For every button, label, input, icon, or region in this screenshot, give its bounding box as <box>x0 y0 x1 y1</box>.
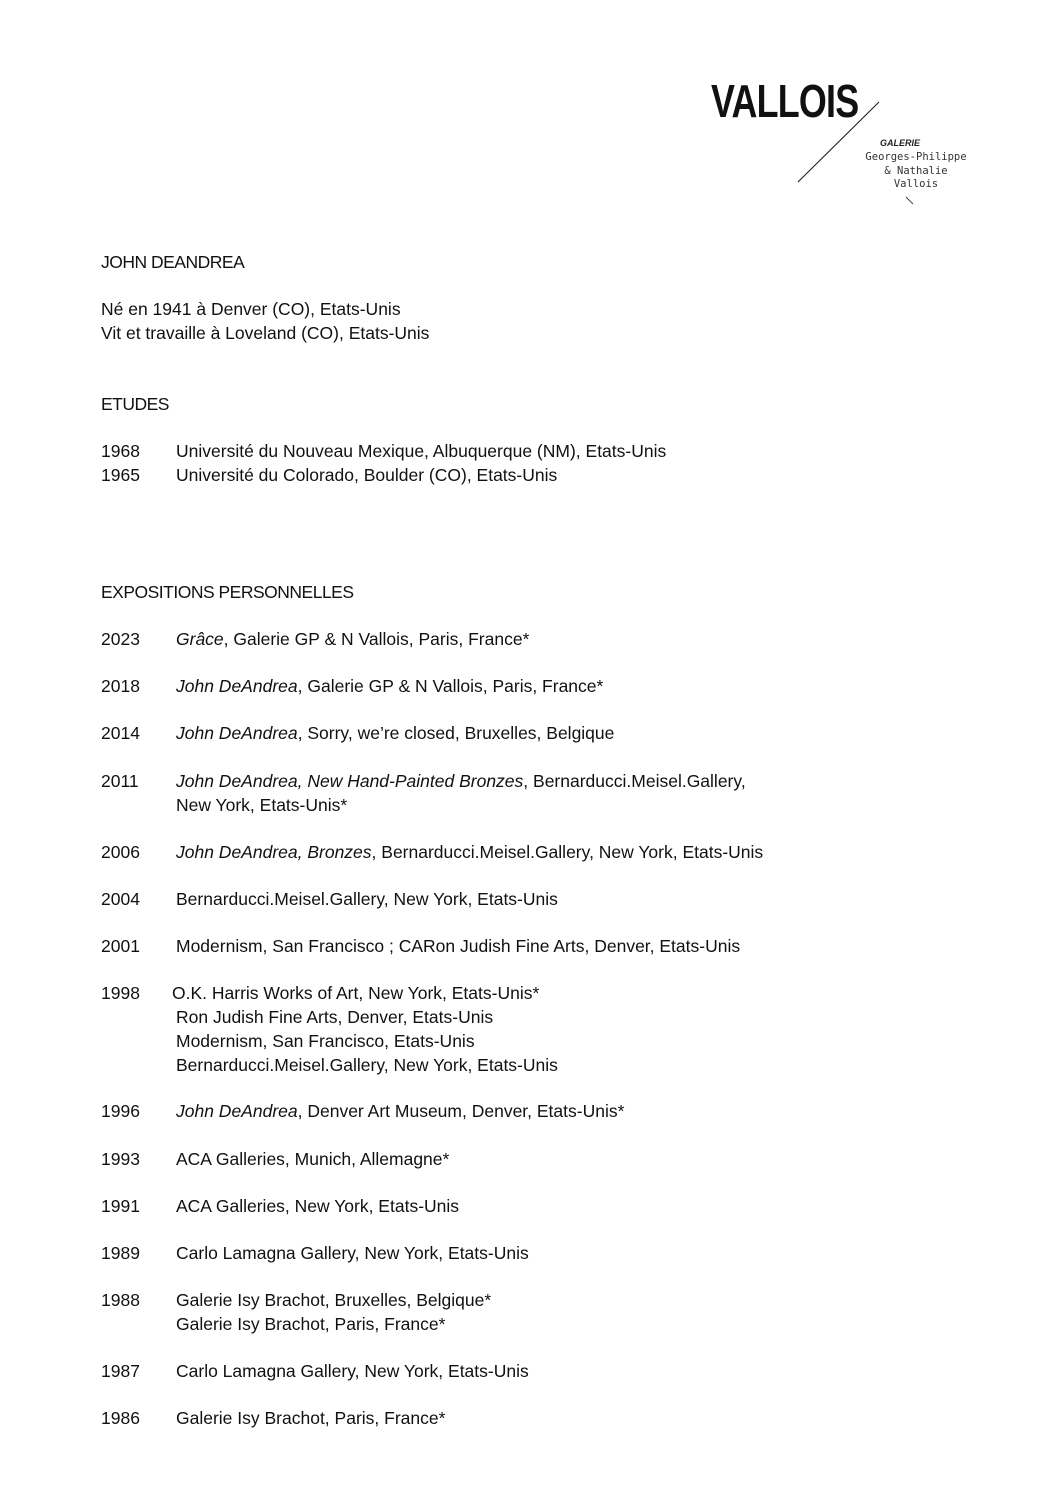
exhibition-entry: Bernarducci.Meisel.Gallery, New York, Etats-Unis <box>176 889 558 909</box>
logo-name-line: Georges-Philippe <box>865 151 967 163</box>
study-text: Université du Nouveau Mexique, Albuquerque (NM), Etats-Unis <box>176 441 667 461</box>
exhibition-entry: Modernism, San Francisco ; CARon Judish Fine Arts, Denver, Etats-Unis <box>176 936 741 956</box>
exhibition-entry <box>176 769 746 793</box>
exhibition-year: 2018 <box>101 676 140 696</box>
logo-name-line: & Nathalie <box>884 164 948 177</box>
exhibition-year: 1993 <box>101 1149 140 1169</box>
exhibition-entry <box>176 721 614 745</box>
logo-gallery-names <box>848 151 984 192</box>
study-year: 1965 <box>101 465 140 485</box>
exhibition-title: Grâce <box>176 629 224 649</box>
exhibition-year: 1986 <box>101 1408 140 1428</box>
exhibition-year: 2004 <box>101 889 140 909</box>
artist-name: JOHN DEANDREA <box>101 252 245 272</box>
exhibition-entry: ACA Galleries, Munich, Allemagne* <box>176 1149 450 1169</box>
exhibition-year: 1989 <box>101 1243 140 1263</box>
exhibition-title: John DeAndrea <box>176 1101 298 1121</box>
exhibition-year: 1998 <box>101 983 140 1003</box>
exhibition-details: , Galerie GP & N Vallois, Paris, France* <box>297 676 604 696</box>
artist-born: Né en 1941 à Denver (CO), Etats-Unis <box>101 299 401 319</box>
exhibition-title: John DeAndrea, Bronzes <box>176 842 372 862</box>
artist-lives: Vit et travaille à Loveland (CO), Etats-Unis <box>101 323 430 343</box>
exhibition-entry-continued: Modernism, San Francisco, Etats-Unis <box>176 1031 475 1051</box>
study-year: 1968 <box>101 441 140 461</box>
exhibition-year: 2023 <box>101 629 140 649</box>
solo-heading: EXPOSITIONS PERSONNELLES <box>101 582 354 602</box>
exhibition-title: John DeAndrea <box>176 723 298 743</box>
exhibition-entry: Carlo Lamagna Gallery, New York, Etats-Unis <box>176 1361 529 1381</box>
exhibition-entry: Galerie Isy Brachot, Bruxelles, Belgique* <box>176 1290 492 1310</box>
exhibition-year: 1991 <box>101 1196 140 1216</box>
exhibition-details: , Denver Art Museum, Denver, Etats-Unis* <box>297 1101 625 1121</box>
exhibition-year: 2001 <box>101 936 140 956</box>
exhibition-entry: Galerie Isy Brachot, Paris, France* <box>176 1408 446 1428</box>
exhibition-entry: ACA Galleries, New York, Etats-Unis <box>176 1196 460 1216</box>
logo-tick-icon <box>905 196 915 206</box>
exhibition-year: 1987 <box>101 1361 140 1381</box>
exhibition-entry: Carlo Lamagna Gallery, New York, Etats-Unis <box>176 1243 529 1263</box>
exhibition-year: 2014 <box>101 723 140 743</box>
studies-heading: ETUDES <box>101 394 169 414</box>
exhibition-entry-continued: Galerie Isy Brachot, Paris, France* <box>176 1314 446 1334</box>
exhibition-year: 2011 <box>101 771 139 791</box>
exhibition-details: , Galerie GP & N Vallois, Paris, France* <box>223 629 530 649</box>
logo-galerie-label: GALERIE <box>880 138 921 148</box>
exhibition-entry: O.K. Harris Works of Art, New York, Etats-Unis* <box>172 983 540 1003</box>
exhibition-entry <box>176 840 763 864</box>
exhibition-details: , Sorry, we’re closed, Bruxelles, Belgique <box>297 723 615 743</box>
exhibition-year: 1988 <box>101 1290 140 1310</box>
exhibition-title: John DeAndrea, New Hand-Painted Bronzes <box>176 771 524 791</box>
exhibition-entry <box>176 1099 624 1123</box>
logo-name-line: Vallois <box>893 178 939 190</box>
study-text: Université du Colorado, Boulder (CO), Etats-Unis <box>176 465 558 485</box>
exhibition-entry <box>176 627 529 651</box>
exhibition-title: John DeAndrea <box>176 676 298 696</box>
exhibition-year: 1996 <box>101 1101 140 1121</box>
gallery-logo-wordmark: VALLOIS <box>711 75 859 127</box>
exhibition-entry-continued: Ron Judish Fine Arts, Denver, Etats-Unis <box>176 1007 494 1027</box>
exhibition-year: 2006 <box>101 842 140 862</box>
exhibition-entry-continued: Bernarducci.Meisel.Gallery, New York, Etats-Unis <box>176 1055 558 1075</box>
exhibition-entry <box>176 674 603 698</box>
exhibition-details: , Bernarducci.Meisel.Gallery, New York, Etats-Unis <box>371 842 764 862</box>
exhibition-details: , Bernarducci.Meisel.Gallery, <box>523 771 746 791</box>
exhibition-entry-continued: New York, Etats-Unis* <box>176 795 348 815</box>
